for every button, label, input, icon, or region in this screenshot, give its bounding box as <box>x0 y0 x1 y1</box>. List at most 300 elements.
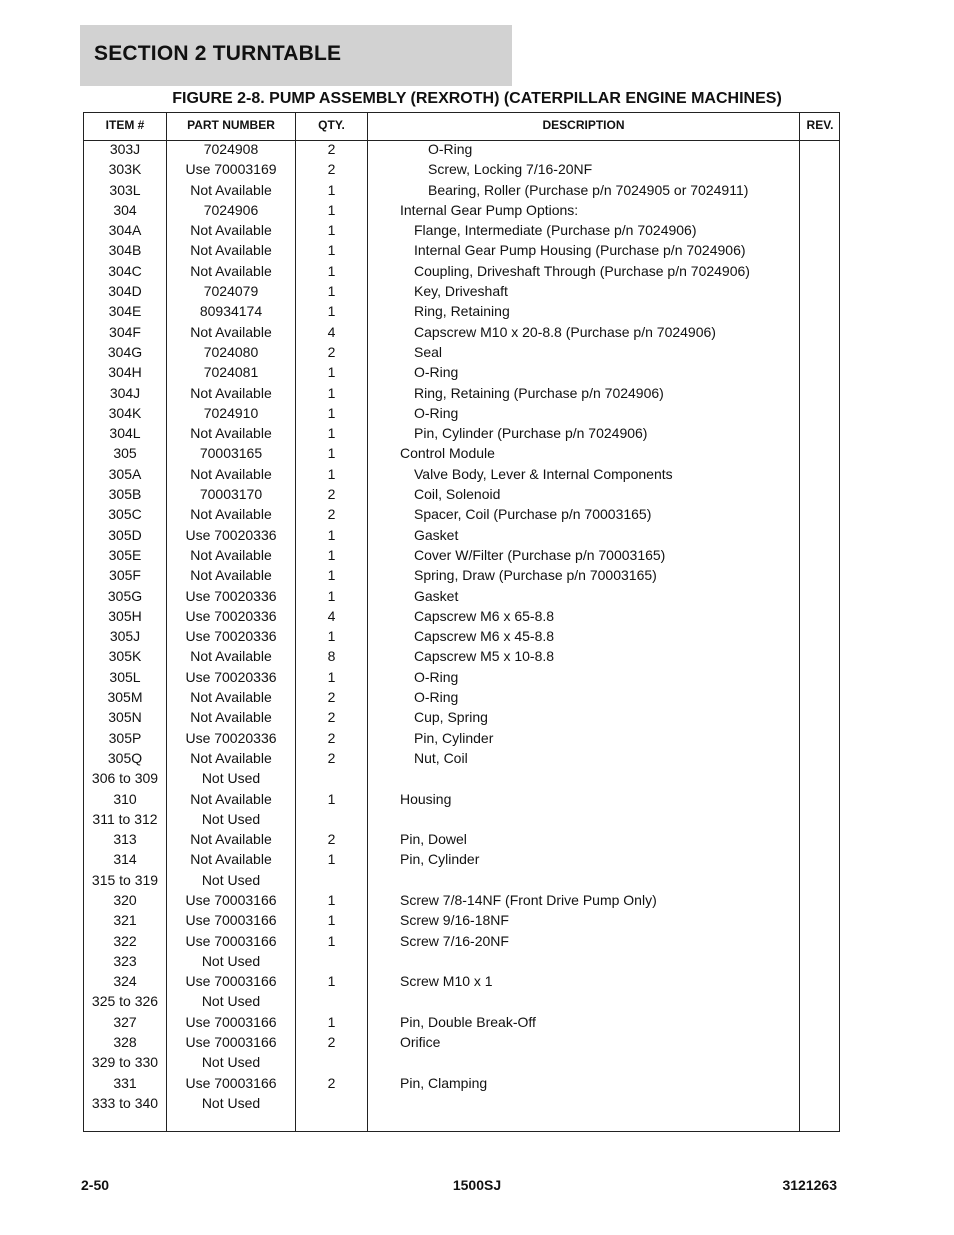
table-row <box>84 607 839 627</box>
table-row <box>84 485 839 505</box>
item-cell: 305N <box>108 709 142 726</box>
item-cell: 327 <box>113 1013 137 1030</box>
qty-cell <box>296 1094 367 1114</box>
item-cell: 305B <box>108 486 142 503</box>
item-cell: 320 <box>113 891 137 908</box>
rev-cell <box>800 810 840 830</box>
table-body <box>84 140 839 1114</box>
header-item: ITEM # <box>105 118 145 132</box>
rev-cell <box>800 323 840 343</box>
part-number-cell: Not Available <box>190 790 272 807</box>
description-cell <box>368 992 830 1012</box>
qty-cell: 1 <box>327 262 336 279</box>
table-row <box>84 424 839 444</box>
rev-cell <box>800 485 840 505</box>
description-cell <box>368 871 830 891</box>
qty-cell: 1 <box>327 364 336 381</box>
rev-cell <box>800 363 840 383</box>
qty-cell: 1 <box>327 668 336 685</box>
table-row <box>84 1074 839 1094</box>
qty-cell <box>296 952 367 972</box>
part-number-cell: Not Available <box>190 709 272 726</box>
rev-cell <box>800 688 840 708</box>
table-header <box>84 113 839 141</box>
item-cell: 321 <box>113 912 137 929</box>
table-row <box>84 1094 839 1114</box>
rev-cell <box>800 1053 840 1073</box>
part-number-cell: Use 70003166 <box>185 1074 277 1091</box>
part-number-cell: Use 70020336 <box>185 607 277 624</box>
qty-cell: 2 <box>327 1034 336 1051</box>
section-title: SECTION 2 TURNTABLE <box>94 42 342 65</box>
part-number-cell: 80934174 <box>199 303 263 320</box>
item-cell: 314 <box>113 851 137 868</box>
rev-cell <box>800 465 840 485</box>
description-cell: O-Ring <box>428 141 473 157</box>
qty-cell: 1 <box>327 973 336 990</box>
qty-cell: 1 <box>327 790 336 807</box>
rev-cell <box>800 302 840 322</box>
description-cell: Pin, Clamping <box>400 1074 488 1091</box>
rev-cell <box>800 526 840 546</box>
rev-cell <box>800 871 840 891</box>
item-cell: 303L <box>109 181 141 198</box>
qty-cell: 1 <box>327 222 336 239</box>
header-description: DESCRIPTION <box>542 118 625 132</box>
part-number-cell: Not Available <box>190 648 272 665</box>
table-row <box>84 790 839 810</box>
qty-cell: 4 <box>327 607 336 624</box>
description-cell: Coupling, Driveshaft Through (Purchase p/n 7024906) <box>414 262 750 279</box>
qty-cell <box>296 769 367 789</box>
item-cell: 305F <box>109 567 141 584</box>
qty-cell: 2 <box>327 709 336 726</box>
part-number-cell: 7024906 <box>203 201 259 218</box>
table-row <box>84 688 839 708</box>
qty-cell: 1 <box>327 425 336 442</box>
description-cell: Capscrew M6 x 45-8.8 <box>414 628 555 645</box>
part-number-cell: Not Available <box>190 546 272 563</box>
rev-cell <box>800 181 840 201</box>
description-cell: Cover W/Filter (Purchase p/n 70003165) <box>414 546 666 563</box>
table-row <box>84 1013 839 1033</box>
item-cell: 305E <box>108 546 142 563</box>
item-cell: 304G <box>107 343 143 360</box>
description-cell: Control Module <box>400 445 495 462</box>
item-cell: 305K <box>108 648 142 665</box>
rev-cell <box>800 850 840 870</box>
item-cell: 305L <box>109 668 141 685</box>
description-cell: Pin, Cylinder (Purchase p/n 7024906) <box>414 425 648 442</box>
qty-cell: 2 <box>327 486 336 503</box>
table-row <box>84 850 839 870</box>
description-cell: Capscrew M5 x 10-8.8 <box>414 648 555 665</box>
item-cell: 305P <box>108 729 142 746</box>
item-cell: 304E <box>108 303 142 320</box>
rev-cell <box>800 587 840 607</box>
item-cell: 329 to 330 <box>91 1054 159 1071</box>
header-rev: REV. <box>806 118 834 132</box>
description-cell: Capscrew M10 x 20-8.8 (Purchase p/n 7024906) <box>414 323 716 340</box>
rev-cell <box>800 140 840 160</box>
part-number-cell: Not Available <box>190 465 272 482</box>
qty-cell: 1 <box>327 891 336 908</box>
qty-cell <box>296 1053 367 1073</box>
part-number-cell: Not Available <box>190 567 272 584</box>
rev-cell <box>800 708 840 728</box>
table-row <box>84 769 839 789</box>
item-cell: 303J <box>109 141 141 157</box>
description-cell: Orifice <box>400 1034 441 1051</box>
description-cell: Screw 7/16-20NF <box>400 932 509 949</box>
description-cell: Pin, Cylinder <box>414 729 494 746</box>
description-cell: Cup, Spring <box>414 709 488 726</box>
description-cell: Bearing, Roller (Purchase p/n 7024905 or 7024911) <box>428 181 749 198</box>
table-row <box>84 444 839 464</box>
rev-cell <box>800 627 840 647</box>
qty-cell: 8 <box>327 648 336 665</box>
part-number-cell: Not Available <box>190 242 272 259</box>
rev-cell <box>800 607 840 627</box>
rev-cell <box>800 444 840 464</box>
rev-cell <box>800 384 840 404</box>
rev-cell <box>800 424 840 444</box>
item-cell: 313 <box>113 831 137 848</box>
table-row <box>84 241 839 261</box>
qty-cell: 1 <box>327 465 336 482</box>
header-part-number: PART NUMBER <box>187 118 275 132</box>
qty-cell: 1 <box>327 932 336 949</box>
item-cell: 324 <box>113 973 137 990</box>
qty-cell: 2 <box>327 506 336 523</box>
part-number-cell: Not Used <box>201 871 261 888</box>
table-row <box>84 505 839 525</box>
part-number-cell: Use 70003166 <box>185 1013 277 1030</box>
part-number-cell: Not Used <box>201 1094 261 1111</box>
item-cell: 315 to 319 <box>91 871 159 888</box>
parts-table <box>83 112 840 1132</box>
qty-cell: 1 <box>327 384 336 401</box>
table-row <box>84 181 839 201</box>
description-cell: Screw, Locking 7/16-20NF <box>428 161 593 178</box>
rev-cell <box>800 668 840 688</box>
qty-cell: 2 <box>327 689 336 706</box>
table-row <box>84 160 839 180</box>
description-cell <box>368 1053 830 1073</box>
item-cell: 304L <box>109 425 141 442</box>
rev-cell <box>800 160 840 180</box>
description-cell: Internal Gear Pump Housing (Purchase p/n 7024906) <box>414 242 746 259</box>
item-cell: 305 <box>113 445 137 462</box>
rev-cell <box>800 1074 840 1094</box>
qty-cell: 2 <box>327 343 336 360</box>
qty-cell: 2 <box>327 831 336 848</box>
table-row <box>84 668 839 688</box>
item-cell: 304A <box>108 222 142 239</box>
item-cell: 305D <box>108 526 142 543</box>
rev-cell <box>800 1094 840 1114</box>
part-number-cell: Not Available <box>190 749 272 766</box>
item-cell: 323 <box>113 952 137 969</box>
rev-cell <box>800 1013 840 1033</box>
table-row <box>84 566 839 586</box>
description-cell: Gasket <box>414 526 459 543</box>
item-cell: 304B <box>108 242 142 259</box>
table-row <box>84 546 839 566</box>
rev-cell <box>800 891 840 911</box>
part-number-cell: 7024079 <box>203 283 259 300</box>
table-row <box>84 1033 839 1053</box>
rev-cell <box>800 972 840 992</box>
description-cell: Housing <box>400 790 452 807</box>
item-cell: 333 to 340 <box>91 1094 159 1111</box>
description-cell: Spacer, Coil (Purchase p/n 70003165) <box>414 506 652 523</box>
qty-cell <box>296 810 367 830</box>
part-number-cell: Not Available <box>190 323 272 340</box>
table-row <box>84 343 839 363</box>
description-cell: Pin, Double Break-Off <box>400 1013 536 1030</box>
table-row <box>84 587 839 607</box>
item-cell: 325 to 326 <box>91 993 159 1010</box>
rev-cell <box>800 749 840 769</box>
part-number-cell: Use 70003169 <box>185 161 277 178</box>
description-cell: O-Ring <box>414 364 459 381</box>
part-number-cell: Use 70003166 <box>185 932 277 949</box>
item-cell: 304D <box>108 283 142 300</box>
table-row <box>84 911 839 931</box>
rev-cell <box>800 830 840 850</box>
item-cell: 305A <box>108 465 142 482</box>
rev-cell <box>800 505 840 525</box>
part-number-cell: Not Available <box>190 222 272 239</box>
table-row <box>84 526 839 546</box>
qty-cell: 1 <box>327 628 336 645</box>
item-cell: 305M <box>107 689 143 706</box>
part-number-cell: Use 70020336 <box>185 587 277 604</box>
table-row <box>84 384 839 404</box>
part-number-cell: Use 70020336 <box>185 628 277 645</box>
item-cell: 304F <box>109 323 141 340</box>
qty-cell: 1 <box>327 242 336 259</box>
table-row <box>84 221 839 241</box>
qty-cell: 1 <box>327 201 336 218</box>
document-number: 3121263 <box>782 1177 837 1193</box>
item-cell: 304C <box>108 262 142 279</box>
table-row <box>84 140 839 160</box>
rev-cell <box>800 343 840 363</box>
description-cell: Gasket <box>414 587 459 604</box>
figure-title: FIGURE 2-8. PUMP ASSEMBLY (REXROTH) (CATERPILLAR ENGINE MACHINES) <box>172 90 782 107</box>
item-cell: 305Q <box>107 749 143 766</box>
description-cell: Ring, Retaining (Purchase p/n 7024906) <box>414 384 664 401</box>
item-cell: 304H <box>108 364 142 381</box>
qty-cell: 2 <box>327 161 336 178</box>
item-cell: 328 <box>113 1034 137 1051</box>
part-number-cell: Not Available <box>190 425 272 442</box>
description-cell: O-Ring <box>414 689 459 706</box>
rev-cell <box>800 647 840 667</box>
qty-cell: 1 <box>327 181 336 198</box>
table-row <box>84 201 839 221</box>
description-cell: Screw 9/16-18NF <box>400 912 509 929</box>
qty-cell: 1 <box>327 283 336 300</box>
qty-cell: 1 <box>327 1013 336 1030</box>
part-number-cell: 7024910 <box>203 404 259 421</box>
rev-cell <box>800 404 840 424</box>
rev-cell <box>800 566 840 586</box>
part-number-cell: Use 70003166 <box>185 891 277 908</box>
qty-cell: 1 <box>327 912 336 929</box>
item-cell: 322 <box>113 932 137 949</box>
table-row <box>84 1053 839 1073</box>
rev-cell <box>800 1033 840 1053</box>
part-number-cell: Use 70003166 <box>185 1034 277 1051</box>
table-row <box>84 708 839 728</box>
item-cell: 303K <box>108 161 142 178</box>
qty-cell: 2 <box>327 729 336 746</box>
table-row <box>84 972 839 992</box>
qty-cell: 1 <box>327 546 336 563</box>
part-number-cell: Use 70020336 <box>185 526 277 543</box>
table-row <box>84 749 839 769</box>
table-row <box>84 647 839 667</box>
rev-cell <box>800 932 840 952</box>
qty-cell: 2 <box>327 749 336 766</box>
part-number-cell: Not Used <box>201 952 261 969</box>
part-number-cell: Not Available <box>190 506 272 523</box>
description-cell: Coil, Solenoid <box>414 486 501 503</box>
rev-cell <box>800 729 840 749</box>
rev-cell <box>800 201 840 221</box>
description-cell: Internal Gear Pump Options: <box>400 201 579 218</box>
qty-cell: 1 <box>327 587 336 604</box>
qty-cell: 4 <box>327 323 336 340</box>
table-row <box>84 871 839 891</box>
qty-cell <box>296 871 367 891</box>
page-number: 2-50 <box>81 1177 110 1193</box>
rev-cell <box>800 911 840 931</box>
header-qty: QTY. <box>318 118 345 132</box>
model-name: 1500SJ <box>452 1177 502 1193</box>
qty-cell: 1 <box>327 526 336 543</box>
part-number-cell: Not Used <box>201 770 261 787</box>
rev-cell <box>800 282 840 302</box>
table-row <box>84 262 839 282</box>
table-row <box>84 323 839 343</box>
description-cell: Pin, Dowel <box>400 831 467 848</box>
table-row <box>84 891 839 911</box>
description-cell: Screw 7/8-14NF (Front Drive Pump Only) <box>400 891 657 908</box>
item-cell: 305G <box>107 587 143 604</box>
table-row <box>84 302 839 322</box>
section-header <box>80 25 512 86</box>
qty-cell: 2 <box>327 1074 336 1091</box>
item-cell: 304K <box>108 404 142 421</box>
qty-cell: 1 <box>327 445 336 462</box>
part-number-cell: Not Used <box>201 993 261 1010</box>
part-number-cell: Use 70020336 <box>185 668 277 685</box>
qty-cell: 1 <box>327 567 336 584</box>
description-cell: Seal <box>414 343 443 360</box>
part-number-cell: 7024908 <box>203 141 259 157</box>
description-cell: Flange, Intermediate (Purchase p/n 7024906) <box>414 222 697 239</box>
description-cell <box>368 769 830 789</box>
description-cell: Valve Body, Lever & Internal Components <box>414 465 673 482</box>
part-number-cell: 70003170 <box>199 486 263 503</box>
description-cell <box>368 1094 830 1114</box>
rev-cell <box>800 241 840 261</box>
part-number-cell: 7024080 <box>203 343 259 360</box>
table-row <box>84 810 839 830</box>
part-number-cell: Use 70020336 <box>185 729 277 746</box>
item-cell: 311 to 312 <box>92 810 158 827</box>
table-row <box>84 282 839 302</box>
part-number-cell: Not Available <box>190 689 272 706</box>
table-row <box>84 627 839 647</box>
item-cell: 331 <box>113 1074 137 1091</box>
qty-cell: 1 <box>327 404 336 421</box>
table-row <box>84 992 839 1012</box>
description-cell: Spring, Draw (Purchase p/n 70003165) <box>414 567 657 584</box>
qty-cell <box>296 992 367 1012</box>
description-cell: Capscrew M6 x 65-8.8 <box>414 607 555 624</box>
part-number-cell: Not Available <box>190 384 272 401</box>
table-row <box>84 932 839 952</box>
rev-cell <box>800 769 840 789</box>
rev-cell <box>800 790 840 810</box>
part-number-cell: 70003165 <box>199 445 263 462</box>
part-number-cell: Use 70003166 <box>185 973 277 990</box>
rev-cell <box>800 992 840 1012</box>
table-row <box>84 465 839 485</box>
item-cell: 305J <box>109 628 141 645</box>
description-cell: Pin, Cylinder <box>400 851 480 868</box>
item-cell: 306 to 309 <box>91 770 159 787</box>
part-number-cell: Not Available <box>190 181 272 198</box>
qty-cell: 1 <box>327 851 336 868</box>
qty-cell: 1 <box>327 303 336 320</box>
description-cell <box>368 952 830 972</box>
part-number-cell: Not Used <box>201 1054 261 1071</box>
item-cell: 305C <box>108 506 142 523</box>
part-number-cell: Not Available <box>190 851 272 868</box>
rev-cell <box>800 952 840 972</box>
item-cell: 304J <box>109 384 141 401</box>
part-number-cell: Use 70003166 <box>185 912 277 929</box>
description-cell: O-Ring <box>414 404 459 421</box>
description-cell: Ring, Retaining <box>414 303 510 320</box>
table-row <box>84 952 839 972</box>
table-row <box>84 404 839 424</box>
qty-cell: 2 <box>327 141 336 157</box>
description-cell: Key, Driveshaft <box>414 283 508 300</box>
item-cell: 310 <box>113 790 137 807</box>
description-cell: Nut, Coil <box>414 749 468 766</box>
table-row <box>84 830 839 850</box>
description-cell <box>368 810 830 830</box>
item-cell: 304 <box>113 201 137 218</box>
description-cell: Screw M10 x 1 <box>400 973 493 990</box>
rev-cell <box>800 262 840 282</box>
description-cell: O-Ring <box>414 668 459 685</box>
table-row <box>84 363 839 383</box>
table-row <box>84 729 839 749</box>
part-number-cell: 7024081 <box>203 364 259 381</box>
rev-cell <box>800 221 840 241</box>
part-number-cell: Not Used <box>201 810 261 827</box>
rev-cell <box>800 546 840 566</box>
item-cell: 305H <box>108 607 142 624</box>
